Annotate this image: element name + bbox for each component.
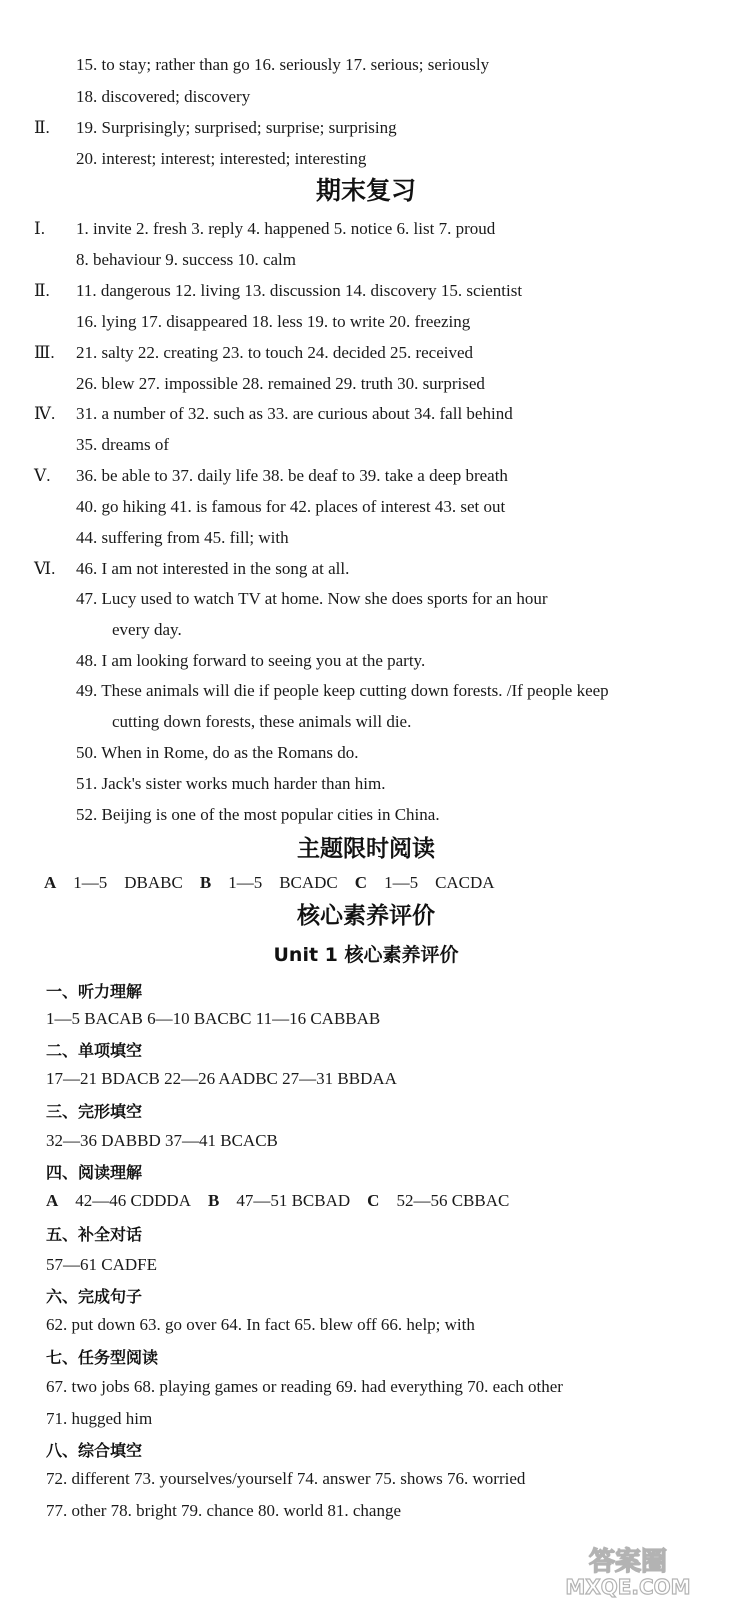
- answer-line: [76, 680, 732, 702]
- answer-range: 1—5: [228, 873, 263, 892]
- section-numeral: Ⅵ.: [34, 559, 56, 578]
- answer-line: 17—21 BDACB 22—26 AADBC 27—31 BBDAA: [46, 1069, 397, 1088]
- svg-text:MXQE.COM: MXQE.COM: [565, 1575, 691, 1598]
- answer-text: 20. interest; interest; interested; interesting: [76, 149, 367, 168]
- subsection-title: 六、完成句子: [46, 1287, 143, 1306]
- part-label: C: [354, 873, 368, 892]
- answer-line: [76, 650, 732, 672]
- answer-line: [76, 249, 732, 271]
- answer-text: 31. a number of 32. such as 33. are curious about 34. fall behind: [76, 404, 513, 423]
- part-label: A: [44, 873, 57, 892]
- answer-line: [76, 588, 732, 610]
- answer-line: [76, 86, 732, 108]
- answer-text: 52—56 CBBAC: [396, 1191, 510, 1210]
- answer-line: 1—5 BACAB 6—10 BACBC 11—16 CABBAB: [46, 1009, 381, 1028]
- part-label: C: [367, 1191, 380, 1210]
- answer-line: 32—36 DABBD 37—41 BCACB: [46, 1131, 278, 1150]
- answer-line: [112, 619, 732, 641]
- section-numeral: Ⅰ.: [34, 219, 45, 238]
- answer-text: 36. be able to 37. daily life 38. be deaf to 39. take a deep breath: [76, 466, 508, 485]
- answer-range: 1—5: [384, 873, 419, 892]
- section-numeral: Ⅳ.: [34, 404, 56, 423]
- answer-text: 40. go hiking 41. is famous for 42. places of interest 43. set out: [76, 497, 506, 516]
- answer-text: 52. Beijing is one of the most popular cities in China.: [76, 805, 440, 824]
- answer-line: [76, 496, 732, 518]
- answer-line: [76, 373, 732, 395]
- subsection-title: 八、综合填空: [46, 1441, 143, 1460]
- answer-text: 46. I am not interested in the song at all.: [76, 559, 350, 578]
- answer-line: [76, 804, 732, 826]
- answer-text: 47. Lucy used to watch TV at home. Now she does sports for an hour: [76, 589, 548, 608]
- part-label: B: [199, 873, 212, 892]
- watermark-logo: [530, 1544, 726, 1598]
- part-label: A: [46, 1191, 59, 1210]
- section-numeral: Ⅱ.: [34, 281, 50, 300]
- answer-text: 21. salty 22. creating 23. to touch 24. decided 25. received: [76, 343, 474, 362]
- section-numeral: Ⅱ.: [34, 118, 50, 137]
- answer-line: 62. put down 63. go over 64. In fact 65. blew off 66. help; with: [46, 1315, 475, 1334]
- section-title-review: 期末复习: [315, 176, 416, 205]
- subsection-title: 三、完形填空: [46, 1102, 143, 1121]
- answer-range: 1—5: [73, 873, 108, 892]
- answer-line: [76, 773, 732, 795]
- answer-text: 47—51 BCBAD: [236, 1191, 351, 1210]
- answer-line: [34, 403, 732, 425]
- answer-line: [34, 342, 732, 364]
- answer-line: 72. different 73. yourselves/yourself 74. answer 75. shows 76. worried: [46, 1469, 526, 1488]
- part-label: B: [207, 1191, 220, 1210]
- section-numeral: Ⅲ.: [34, 343, 55, 362]
- section-title-eval: 核心素养评价: [297, 903, 435, 929]
- answer-line: [76, 434, 732, 456]
- answer-text: CACDA: [435, 873, 495, 892]
- answer-line: [34, 280, 732, 302]
- answer-text: 48. I am looking forward to seeing you at the party.: [76, 651, 426, 670]
- answer-text: 19. Surprisingly; surprised; surprise; surprising: [76, 118, 397, 137]
- answer-text: 49. These animals will die if people keep cutting down forests. /If people keep: [76, 681, 609, 700]
- answer-line: [76, 54, 732, 76]
- svg-text:答案圈: 答案圈: [588, 1547, 668, 1577]
- answer-text: 18. discovered; discovery: [76, 87, 251, 106]
- subsection-title: 七、任务型阅读: [46, 1348, 159, 1367]
- answer-line: [76, 742, 732, 764]
- subsection-title: 五、补全对话: [46, 1225, 143, 1244]
- answer-text: 50. When in Rome, do as the Romans do.: [76, 743, 359, 762]
- section-numeral: Ⅴ.: [34, 466, 51, 485]
- answer-line: 77. other 78. bright 79. chance 80. world 81. change: [46, 1501, 402, 1520]
- answer-line: [76, 148, 732, 170]
- answer-text: DBABC: [124, 873, 183, 892]
- section-title-reading: 主题限时阅读: [297, 836, 435, 862]
- answer-text: 8. behaviour 9. success 10. calm: [76, 250, 296, 269]
- answer-line: [34, 117, 732, 139]
- answer-line: [76, 527, 732, 549]
- answer-text: BCADC: [279, 873, 338, 892]
- answer-line: [34, 465, 732, 487]
- watermark-graphic: [530, 1544, 726, 1598]
- answer-line: 57—61 CADFE: [46, 1255, 157, 1274]
- answer-text: 1. invite 2. fresh 3. reply 4. happened 5. notice 6. list 7. proud: [76, 219, 496, 238]
- answer-line: 67. two jobs 68. playing games or reading 69. had everything 70. each other: [46, 1377, 563, 1396]
- answer-text: 26. blew 27. impossible 28. remained 29. truth 30. surprised: [76, 374, 485, 393]
- subsection-title: 二、单项填空: [46, 1041, 143, 1060]
- answer-line: [76, 311, 732, 333]
- answer-text: every day.: [112, 620, 182, 639]
- answer-text: 42—46 CDDDA: [75, 1191, 191, 1210]
- answer-text: 51. Jack's sister works much harder than him.: [76, 774, 386, 793]
- answer-text: 16. lying 17. disappeared 18. less 19. to write 20. freezing: [76, 312, 471, 331]
- answer-line: 71. hugged him: [46, 1409, 153, 1428]
- subsection-title: 四、阅读理解: [46, 1163, 143, 1182]
- answer-line: [34, 558, 732, 580]
- answer-text: 35. dreams of: [76, 435, 170, 454]
- answer-text: 15. to stay; rather than go 16. seriously 17. serious; seriously: [76, 55, 490, 74]
- answer-text: 44. suffering from 45. fill; with: [76, 528, 289, 547]
- answer-line: [46, 1190, 509, 1212]
- answer-line: [34, 218, 732, 240]
- answer-text: cutting down forests, these animals will die.: [112, 712, 412, 731]
- unit-title: Unit 1 核心素养评价: [273, 944, 459, 966]
- answer-text: 11. dangerous 12. living 13. discussion 14. discovery 15. scientist: [76, 281, 523, 300]
- answer-line: [44, 872, 732, 894]
- subsection-title: 一、听力理解: [46, 982, 143, 1001]
- answer-line: [112, 711, 732, 733]
